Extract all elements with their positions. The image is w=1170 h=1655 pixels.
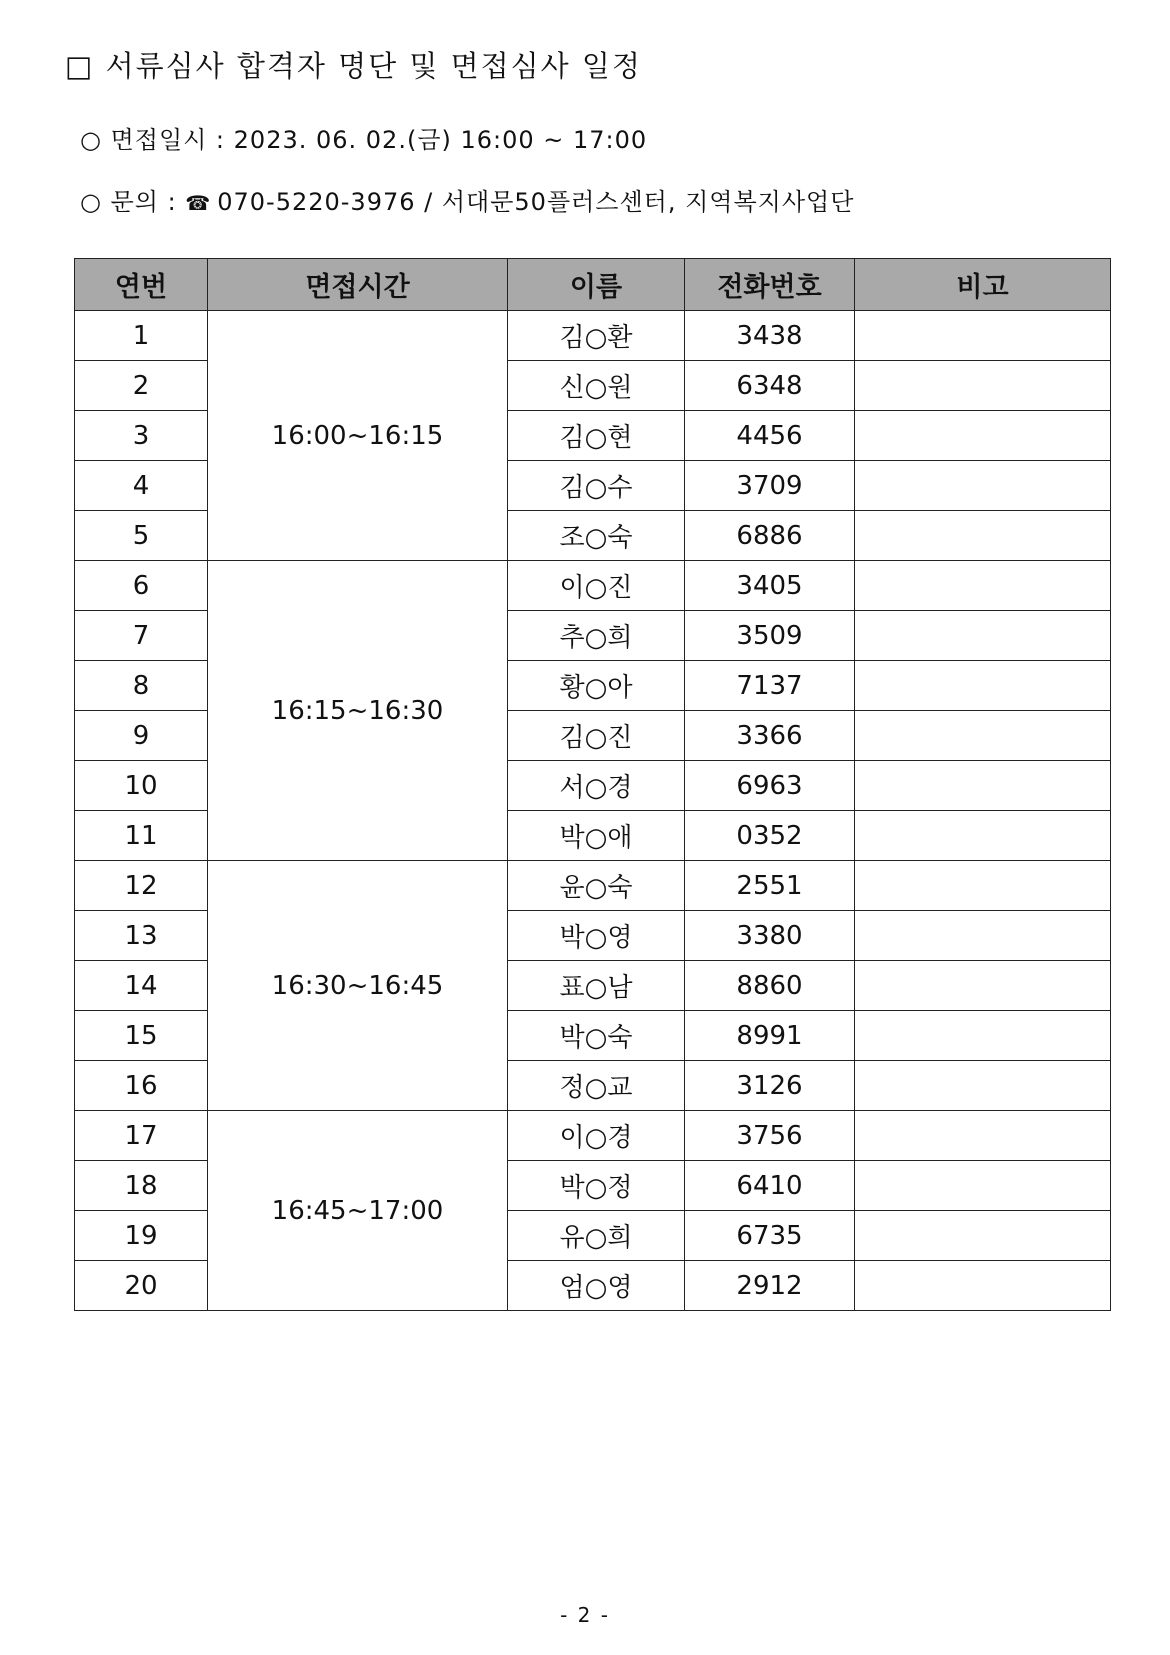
phone-number: 3756 [685, 1111, 855, 1161]
phone-number: 3366 [685, 711, 855, 761]
applicant-name: 박○정 [508, 1161, 685, 1211]
header-phone: 전화번호 [685, 259, 855, 311]
header-no: 연번 [75, 259, 208, 311]
applicant-name: 이○경 [508, 1111, 685, 1161]
row-number: 1 [75, 311, 208, 361]
applicant-name: 서○경 [508, 761, 685, 811]
note [855, 411, 1111, 461]
phone-number: 3405 [685, 561, 855, 611]
row-number: 15 [75, 1011, 208, 1061]
note [855, 911, 1111, 961]
applicant-name: 표○남 [508, 961, 685, 1011]
table-row [75, 561, 1111, 611]
row-number: 7 [75, 611, 208, 661]
row-number: 20 [75, 1261, 208, 1311]
applicant-name: 조○숙 [508, 511, 685, 561]
table-row [75, 1111, 1111, 1161]
applicant-name: 황○아 [508, 661, 685, 711]
page-title: □ 서류심사 합격자 명단 및 면접심사 일정 [65, 49, 642, 83]
interview-datetime: ○ 면접일시 : 2023. 06. 02.(금) 16:00 ~ 17:00 [80, 126, 648, 154]
applicant-name: 윤○숙 [508, 861, 685, 911]
phone-number: 2912 [685, 1261, 855, 1311]
phone-number: 3709 [685, 461, 855, 511]
phone-number: 6886 [685, 511, 855, 561]
applicant-name: 박○애 [508, 811, 685, 861]
contact-info [80, 182, 854, 217]
interview-time: 16:15~16:30 [208, 561, 508, 861]
row-number: 4 [75, 461, 208, 511]
note [855, 561, 1111, 611]
row-number: 17 [75, 1111, 208, 1161]
header-name: 이름 [508, 259, 685, 311]
row-number: 18 [75, 1161, 208, 1211]
note [855, 611, 1111, 661]
note [855, 1011, 1111, 1061]
row-number: 13 [75, 911, 208, 961]
note [855, 811, 1111, 861]
note [855, 1111, 1111, 1161]
schedule-table [74, 258, 1111, 1311]
applicant-name: 박○숙 [508, 1011, 685, 1061]
row-number: 3 [75, 411, 208, 461]
header-note: 비고 [855, 259, 1111, 311]
phone-number: 3380 [685, 911, 855, 961]
phone-number: 6735 [685, 1211, 855, 1261]
applicant-name: 정○교 [508, 1061, 685, 1111]
table-header-row [75, 259, 1111, 311]
note [855, 861, 1111, 911]
row-number: 6 [75, 561, 208, 611]
row-number: 19 [75, 1211, 208, 1261]
phone-number: 4456 [685, 411, 855, 461]
note [855, 1261, 1111, 1311]
phone-number: 3509 [685, 611, 855, 661]
phone-number: 6348 [685, 361, 855, 411]
phone-number: 3126 [685, 1061, 855, 1111]
interview-time: 16:30~16:45 [208, 861, 508, 1111]
applicant-name: 이○진 [508, 561, 685, 611]
contact-text: 070-5220-3976 / 서대문50플러스센터, 지역복지사업단 [217, 188, 855, 216]
applicant-name: 김○진 [508, 711, 685, 761]
header-time: 면접시간 [208, 259, 508, 311]
applicant-name: 유○희 [508, 1211, 685, 1261]
row-number: 16 [75, 1061, 208, 1111]
applicant-name: 김○수 [508, 461, 685, 511]
contact-prefix: ○ 문의 : [80, 188, 177, 216]
table-row [75, 861, 1111, 911]
page-number: - 2 - [560, 1603, 610, 1627]
phone-icon: ☎ [185, 191, 212, 215]
applicant-name: 추○희 [508, 611, 685, 661]
row-number: 9 [75, 711, 208, 761]
note [855, 361, 1111, 411]
row-number: 8 [75, 661, 208, 711]
interview-time: 16:00~16:15 [208, 311, 508, 561]
row-number: 14 [75, 961, 208, 1011]
row-number: 12 [75, 861, 208, 911]
table-body [75, 311, 1111, 1311]
note [855, 311, 1111, 361]
note [855, 761, 1111, 811]
phone-number: 2551 [685, 861, 855, 911]
note [855, 1061, 1111, 1111]
applicant-name: 김○환 [508, 311, 685, 361]
note [855, 961, 1111, 1011]
row-number: 11 [75, 811, 208, 861]
applicant-name: 신○원 [508, 361, 685, 411]
phone-number: 6963 [685, 761, 855, 811]
row-number: 10 [75, 761, 208, 811]
applicant-name: 김○현 [508, 411, 685, 461]
phone-number: 8860 [685, 961, 855, 1011]
row-number: 5 [75, 511, 208, 561]
note [855, 1211, 1111, 1261]
interview-time: 16:45~17:00 [208, 1111, 508, 1311]
note [855, 461, 1111, 511]
table-row [75, 311, 1111, 361]
phone-number: 7137 [685, 661, 855, 711]
row-number: 2 [75, 361, 208, 411]
note [855, 511, 1111, 561]
phone-number: 0352 [685, 811, 855, 861]
applicant-name: 엄○영 [508, 1261, 685, 1311]
phone-number: 3438 [685, 311, 855, 361]
note [855, 1161, 1111, 1211]
phone-number: 8991 [685, 1011, 855, 1061]
phone-number: 6410 [685, 1161, 855, 1211]
note [855, 711, 1111, 761]
applicant-name: 박○영 [508, 911, 685, 961]
note [855, 661, 1111, 711]
